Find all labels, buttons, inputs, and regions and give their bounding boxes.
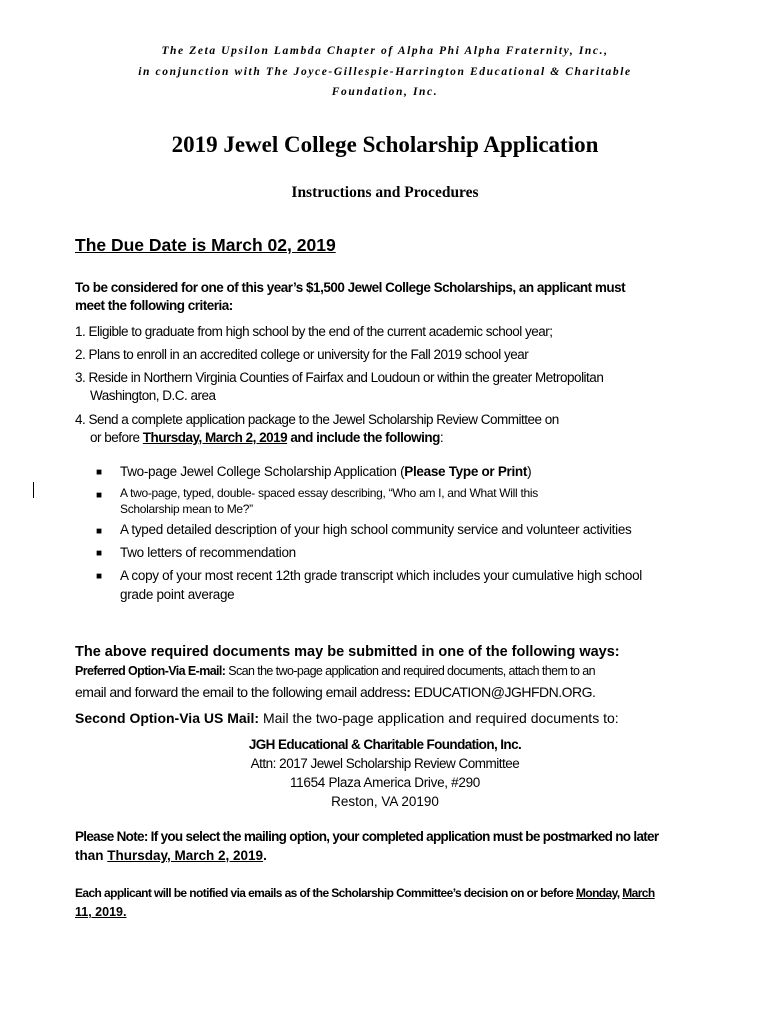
notification-text: Each applicant will be notified via emails as of the Scholarship Committee’s decision on or before [75,886,576,900]
email-option-text-2: email and forward the email to the following email address [75,684,407,700]
email-address: EDUCATION@JGHFDN.ORG. [410,684,596,700]
bullet-5-line-2: grade point average [120,587,235,602]
email-option-text: Scan the two-page application and required documents, attach them to an [225,664,595,678]
email-option-line-1 [75,664,595,678]
notification-day: Monday, [575,886,620,900]
note-line-1: Please Note: If you select the mailing option, your completed application must be postmarked no later [75,829,659,844]
bullet-2-line-1: A two-page, typed, double- spaced essay describing, “Who am I, and What Will this [120,486,538,500]
notification-line-1 [75,886,655,900]
note-period: . [263,848,267,863]
header-line-1: The Zeta Upsilon Lambda Chapter of Alpha Phi Alpha Fraternity, Inc., [161,45,609,57]
criterion-3-line-2: Washington, D.C. area [90,388,216,403]
criterion-3-line-1: 3. Reside in Northern Virginia Counties of Fairfax and Loudoun or within the greater Metropolitan [75,370,604,385]
bullet-1 [120,464,531,479]
bullet-1-text: Two-page Jewel College Scholarship Application ( [120,464,405,479]
page-title: 2019 Jewel College Scholarship Application [171,132,599,157]
bullet-marker: ■ [96,548,103,559]
page-subtitle: Instructions and Procedures [291,184,479,201]
bullet-marker: ■ [96,490,103,501]
bullet-marker: ■ [96,571,103,582]
address-org: JGH Educational & Charitable Foundation, Inc. [248,737,522,752]
email-option-line-2 [75,684,595,700]
note-than: than [75,848,108,863]
email-colon: : [406,684,411,700]
mail-option-line [75,710,619,726]
criterion-4-line-1: 4. Send a complete application package to the Jewel Scholarship Review Committee on [75,412,559,427]
email-option-label: Preferred Option-Via E-mail: [75,664,226,678]
criteria-intro-line-1: To be considered for one of this year’s $1,500 Jewel College Scholarships, an applicant must [75,280,626,295]
note-date: Thursday, March 2, 2019 [107,848,264,863]
address-city: Reston, VA 20190 [331,794,439,809]
criterion-4-colon: : [439,430,444,445]
criterion-4-line-2 [90,430,443,445]
address-street: 11654 Plaza America Drive, #290 [289,775,481,790]
criterion-1: 1. Eligible to graduate from high school by the end of the current academic school year; [75,324,553,339]
header-line-3: Foundation, Inc. [331,86,439,98]
criteria-intro-line-2: meet the following criteria: [75,298,233,313]
criterion-2: 2. Plans to enroll in an accredited college or university for the Fall 2019 school year [75,347,529,362]
criterion-4-include: and include the following [287,430,440,445]
bullet-2-line-2: Scholarship mean to Me?” [120,502,253,516]
bullet-marker: ■ [96,467,103,478]
mail-option-label: Second Option-Via US Mail: [75,710,260,726]
criterion-4-text: or before [90,430,143,445]
due-date-heading: The Due Date is March 02, 2019 [75,235,336,255]
notification-line-2: 11, 2019. [75,905,127,919]
address-attn: Attn: 2017 Jewel Scholarship Review Committee [250,756,520,771]
header-line-2: in conjunction with The Joyce-Gillespie-Harrington Educational & Charitable [138,66,632,78]
bullet-5-line-1: A copy of your most recent 12th grade transcript which includes your cumulative high school [120,568,642,583]
note-line-2 [75,848,267,863]
bullet-3: A typed detailed description of your high school community service and volunteer activities [120,522,632,537]
text-cursor [33,482,34,498]
bullet-1-end: ) [527,464,532,479]
criterion-4-date: Thursday, March 2, 2019 [142,430,288,445]
notification-month: March [622,886,655,900]
bullet-1-bold: Please Type or Print [404,464,528,479]
mail-option-text: Mail the two-page application and required documents to: [259,710,619,726]
bullet-marker: ■ [96,526,103,537]
bullet-4: Two letters of recommendation [120,545,296,560]
submission-heading: The above required documents may be submitted in one of the following ways: [75,644,620,660]
